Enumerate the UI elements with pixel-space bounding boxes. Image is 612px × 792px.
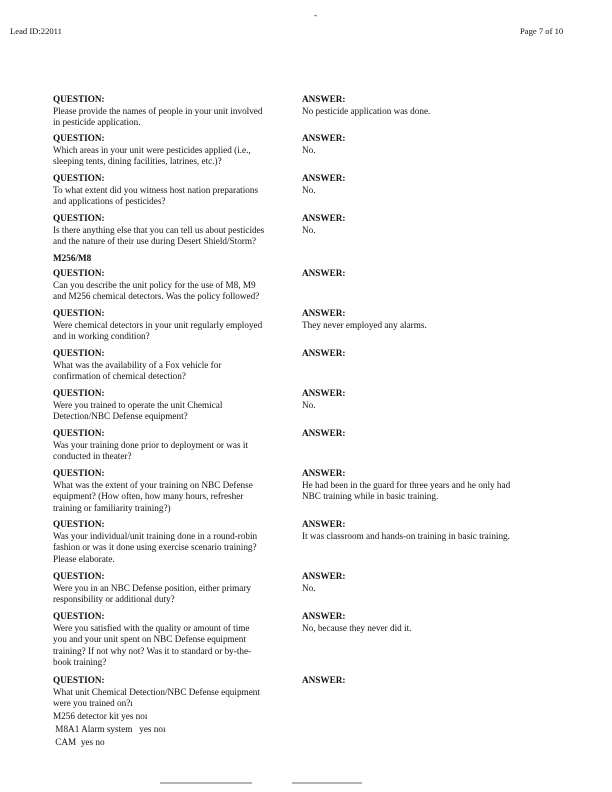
answer (302, 268, 562, 280)
page-number: Page 7 of 10 (520, 26, 564, 36)
answer-label: ANSWER: (302, 173, 346, 183)
question-text: Was your individual/unit training done in a round-robin fashion or was it done using exercise scenario training? Please elaborate. (53, 530, 258, 564)
question-label: QUESTION: (53, 268, 105, 278)
answer (302, 133, 562, 156)
question (53, 348, 291, 383)
answer-label: ANSWER: (302, 133, 346, 143)
question (53, 519, 291, 565)
question-label: QUESTION: (53, 308, 105, 318)
answer-label: ANSWER: (302, 213, 346, 223)
question (53, 133, 291, 168)
answer (302, 173, 562, 196)
answer-label: ANSWER: (302, 519, 346, 529)
question-text: Was your training done prior to deployment or was it conducted in theater? (53, 439, 248, 462)
question-text: Were you in an NBC Defense position, either primary responsibility or additional duty? (53, 582, 252, 605)
answer-label: ANSWER: (302, 428, 346, 438)
question (53, 675, 291, 710)
question-text: Were you trained to operate the unit Chemical Detection/NBC Defense equipment? (53, 399, 223, 422)
answer-text: No. (302, 224, 316, 235)
answer-text: They never employed any alarms. (302, 319, 427, 330)
question-label: QUESTION: (53, 133, 105, 143)
question-label: QUESTION: (53, 468, 105, 478)
question (53, 213, 291, 248)
scan-artifact (160, 782, 252, 784)
answer-text: No pesticide application was done. (302, 105, 431, 116)
question-label: QUESTION: (53, 173, 105, 183)
answer-label: ANSWER: (302, 94, 346, 104)
answer-label: ANSWER: (302, 388, 346, 398)
answer-text: No. (302, 144, 316, 155)
question (53, 468, 291, 514)
question-label: QUESTION: (53, 428, 105, 438)
question-text: Were you satisfied with the quality or amount of time you and your unit spent on NBC Defense equipment training? If not why not? Was it to standard or by-the- book training? (53, 622, 252, 668)
answer-text: He had been in the guard for three years and he only had NBC training while in basic training. (302, 479, 511, 502)
question-text: What was the availability of a Fox vehicle for confirmation of chemical detection? (53, 359, 222, 382)
answer (302, 428, 562, 440)
answer (302, 519, 562, 542)
equipment-item: M8A1 Alarm system yes noı (53, 724, 166, 734)
question-text: Is there anything else that you can tell us about pesticides and the nature of their use during Desert Shield/Storm? (53, 224, 265, 247)
answer-label: ANSWER: (302, 308, 346, 318)
question-text: What unit Chemical Detection/NBC Defense equipment were you trained on?ı (53, 686, 260, 709)
question-label: QUESTION: (53, 675, 105, 685)
question (53, 388, 291, 423)
answer-text: No. (302, 582, 316, 593)
question-label: QUESTION: (53, 388, 105, 398)
section-heading: M256/M8 (53, 253, 92, 263)
answer (302, 611, 562, 634)
answer-text: No. (302, 184, 316, 195)
answer (302, 94, 562, 117)
question (53, 611, 291, 669)
lead-id: Lead ID:22011 (10, 26, 62, 36)
answer-label: ANSWER: (302, 571, 346, 581)
question-label: QUESTION: (53, 519, 105, 529)
question-label: QUESTION: (53, 571, 105, 581)
answer-label: ANSWER: (302, 675, 346, 685)
question (53, 428, 291, 463)
equipment-item: CAM yes no (53, 737, 105, 747)
answer (302, 348, 562, 360)
question-text: Which areas in your unit were pesticides applied (i.e., sleeping tents, dining facilities, latrines, etc.)? (53, 144, 251, 167)
question-text: To what extent did you witness host nation preparations and applications of pesticides? (53, 184, 259, 207)
question (53, 571, 291, 606)
answer-text: It was classroom and hands-on training in basic training. (302, 530, 510, 541)
question-label: QUESTION: (53, 213, 105, 223)
answer (302, 468, 562, 503)
answer (302, 571, 562, 594)
scan-mark: - (314, 10, 317, 20)
scan-artifact (292, 782, 362, 784)
answer-text: No. (302, 399, 316, 410)
question-text: Were chemical detectors in your unit regularly employed and in working condition? (53, 319, 263, 342)
question-text: Can you describe the unit policy for the use of M8, M9 and M256 chemical detectors. Was the policy followed? (53, 279, 260, 302)
answer (302, 388, 562, 411)
question-text: What was the extent of your training on NBC Defense equipment? (How often, how many hours, refresher training or familiarity training?) (53, 479, 253, 513)
question (53, 173, 291, 208)
answer-label: ANSWER: (302, 348, 346, 358)
answer (302, 308, 562, 331)
answer (302, 213, 562, 236)
answer (302, 675, 562, 687)
question-label: QUESTION: (53, 348, 105, 358)
question-label: QUESTION: (53, 611, 105, 621)
question (53, 308, 291, 343)
answer-label: ANSWER: (302, 611, 346, 621)
answer-label: ANSWER: (302, 468, 346, 478)
question-label: QUESTION: (53, 94, 105, 104)
answer-text: No, because they never did it. (302, 622, 412, 633)
answer-label: ANSWER: (302, 268, 346, 278)
question (53, 94, 291, 129)
question (53, 268, 291, 303)
equipment-item: M256 detector kit yes noı (53, 711, 148, 721)
question-text: Please provide the names of people in your unit involved in pesticide application. (53, 105, 263, 128)
